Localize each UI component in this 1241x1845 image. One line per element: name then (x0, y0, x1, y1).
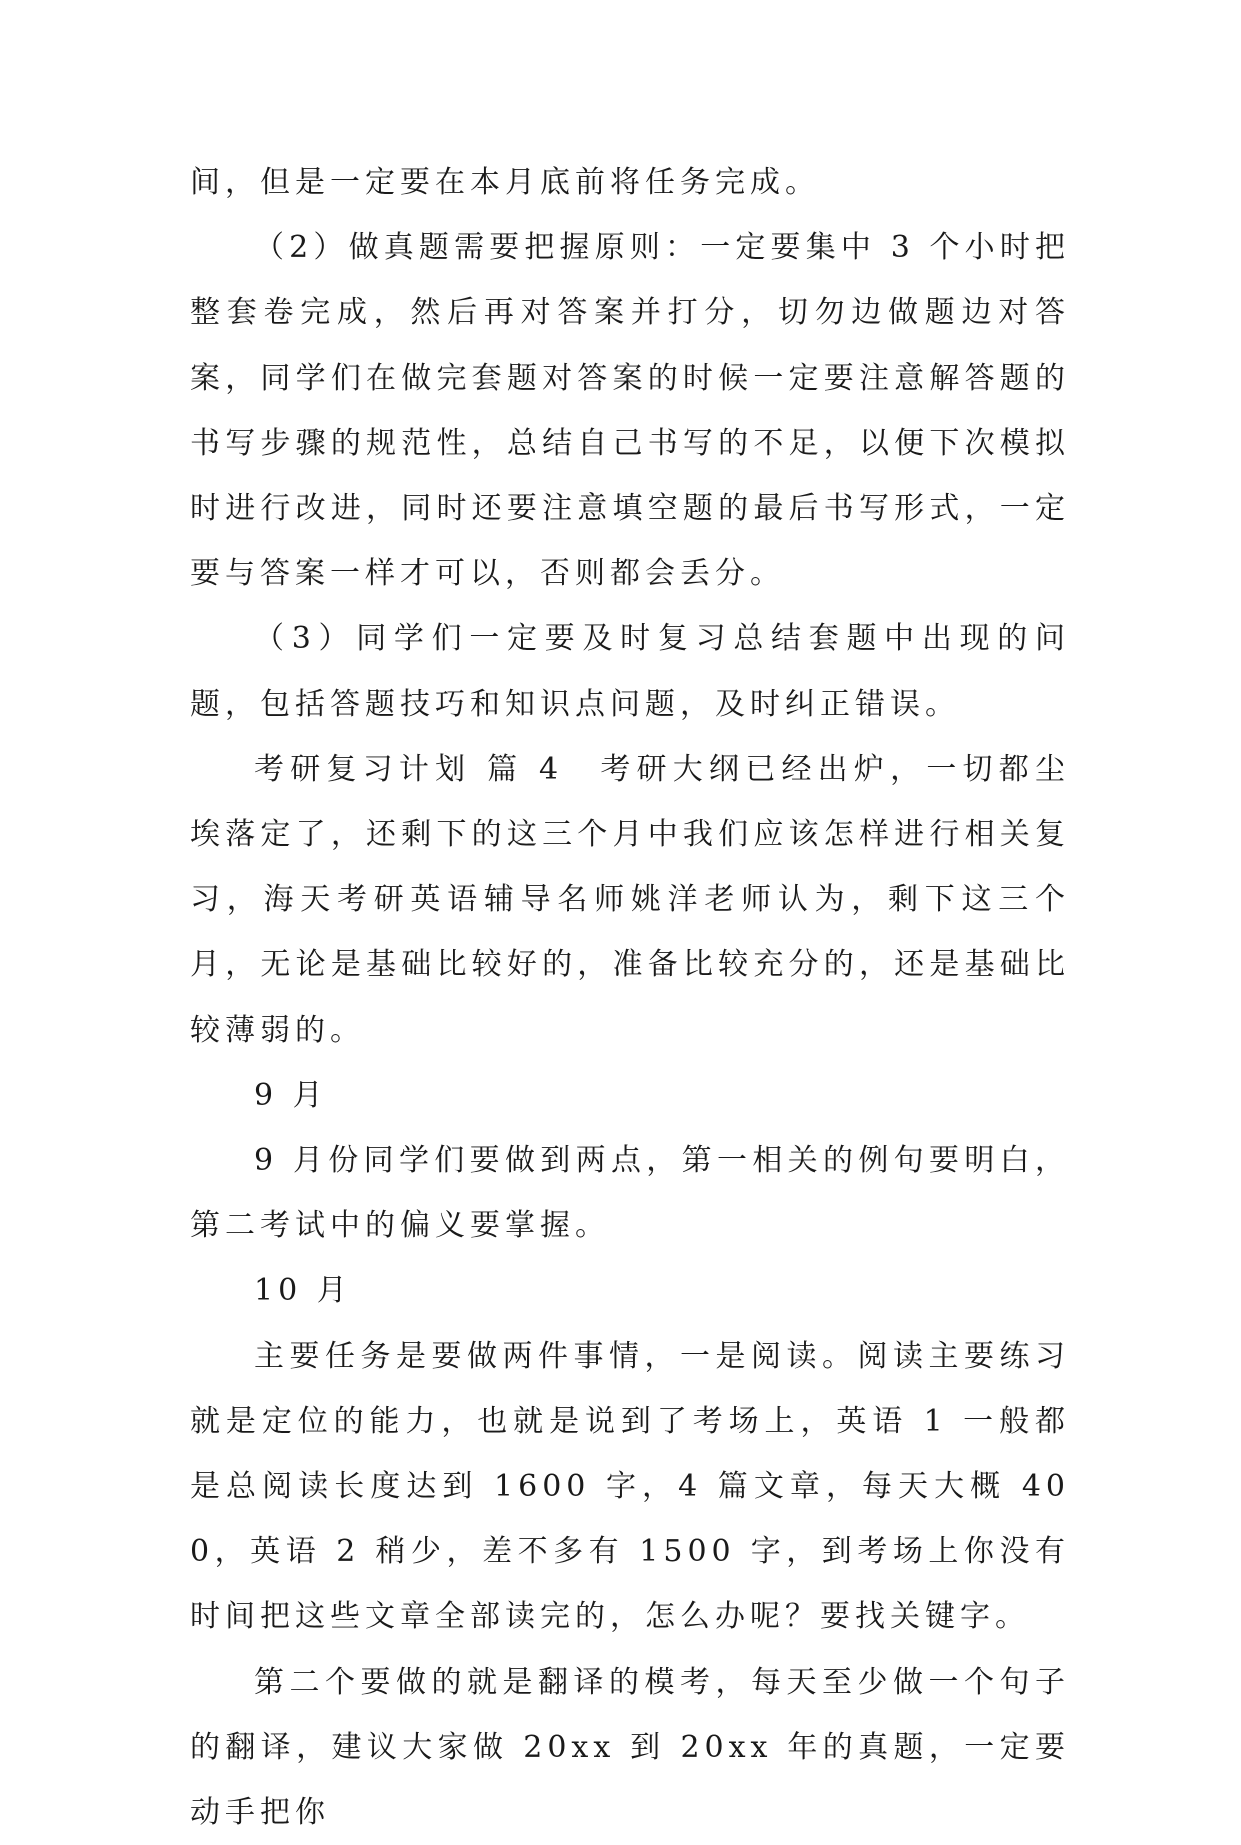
month-heading-october: 10 月 (254, 1273, 352, 1309)
section-heading: 考研复习计划 篇 4 (254, 751, 564, 787)
paragraph-1: 间，但是一定要在本月底前将任务完成。 (190, 165, 820, 200)
document-page (190, 150, 1070, 1845)
paragraph-september: 9 月份同学们要做到两点，第一相关的例句要明白，第二考试中的偏义要掌握。 (190, 1143, 1070, 1244)
section-paragraph (190, 737, 1070, 1063)
paragraph-2: （2）做真题需要把握原则：一定要集中 3 个小时把整套卷完成，然后再对答案并打分，切勿边做题边对答案，同学们在做完套题对答案的时候一定要注意解答题的书写步骤的规范性，总结自己书写的不足，以便下次模拟时进行改进，同时还要注意填空题的最后书写形式，一定要与答案一样才可以，否则都会丢分。 (190, 230, 1070, 592)
paragraph-3: （3）同学们一定要及时复习总结套题中出现的问题，包括答题技巧和知识点问题，及时纠正错误。 (190, 621, 1070, 722)
section-text: 考研大纲已经出炉，一切都尘埃落定了，还剩下的这三个月中我们应该怎样进行相关复习，海天考研英语辅导名师姚洋老师认为，剩下这三个月，无论是基础比较好的，准备比较充分的，还是基础比较薄弱的。 (190, 751, 1070, 1048)
paragraph-translation: 第二个要做的就是翻译的模考，每天至少做一个句子的翻译，建议大家做 20xx 到 20xx 年的真题，一定要动手把你 (190, 1664, 1070, 1831)
month-heading-september: 9 月 (254, 1077, 328, 1113)
paragraph-reading: 主要任务是要做两件事情，一是阅读。阅读主要练习就是定位的能力，也就是说到了考场上，英语 1 一般都是总阅读长度达到 1600 字，4 篇文章，每天大概 400，英语 2 稍少，差不多有 1500 字，到考场上你没有时间把这些文章全部读完的，怎么办呢？要找关键字。 (190, 1338, 1070, 1635)
